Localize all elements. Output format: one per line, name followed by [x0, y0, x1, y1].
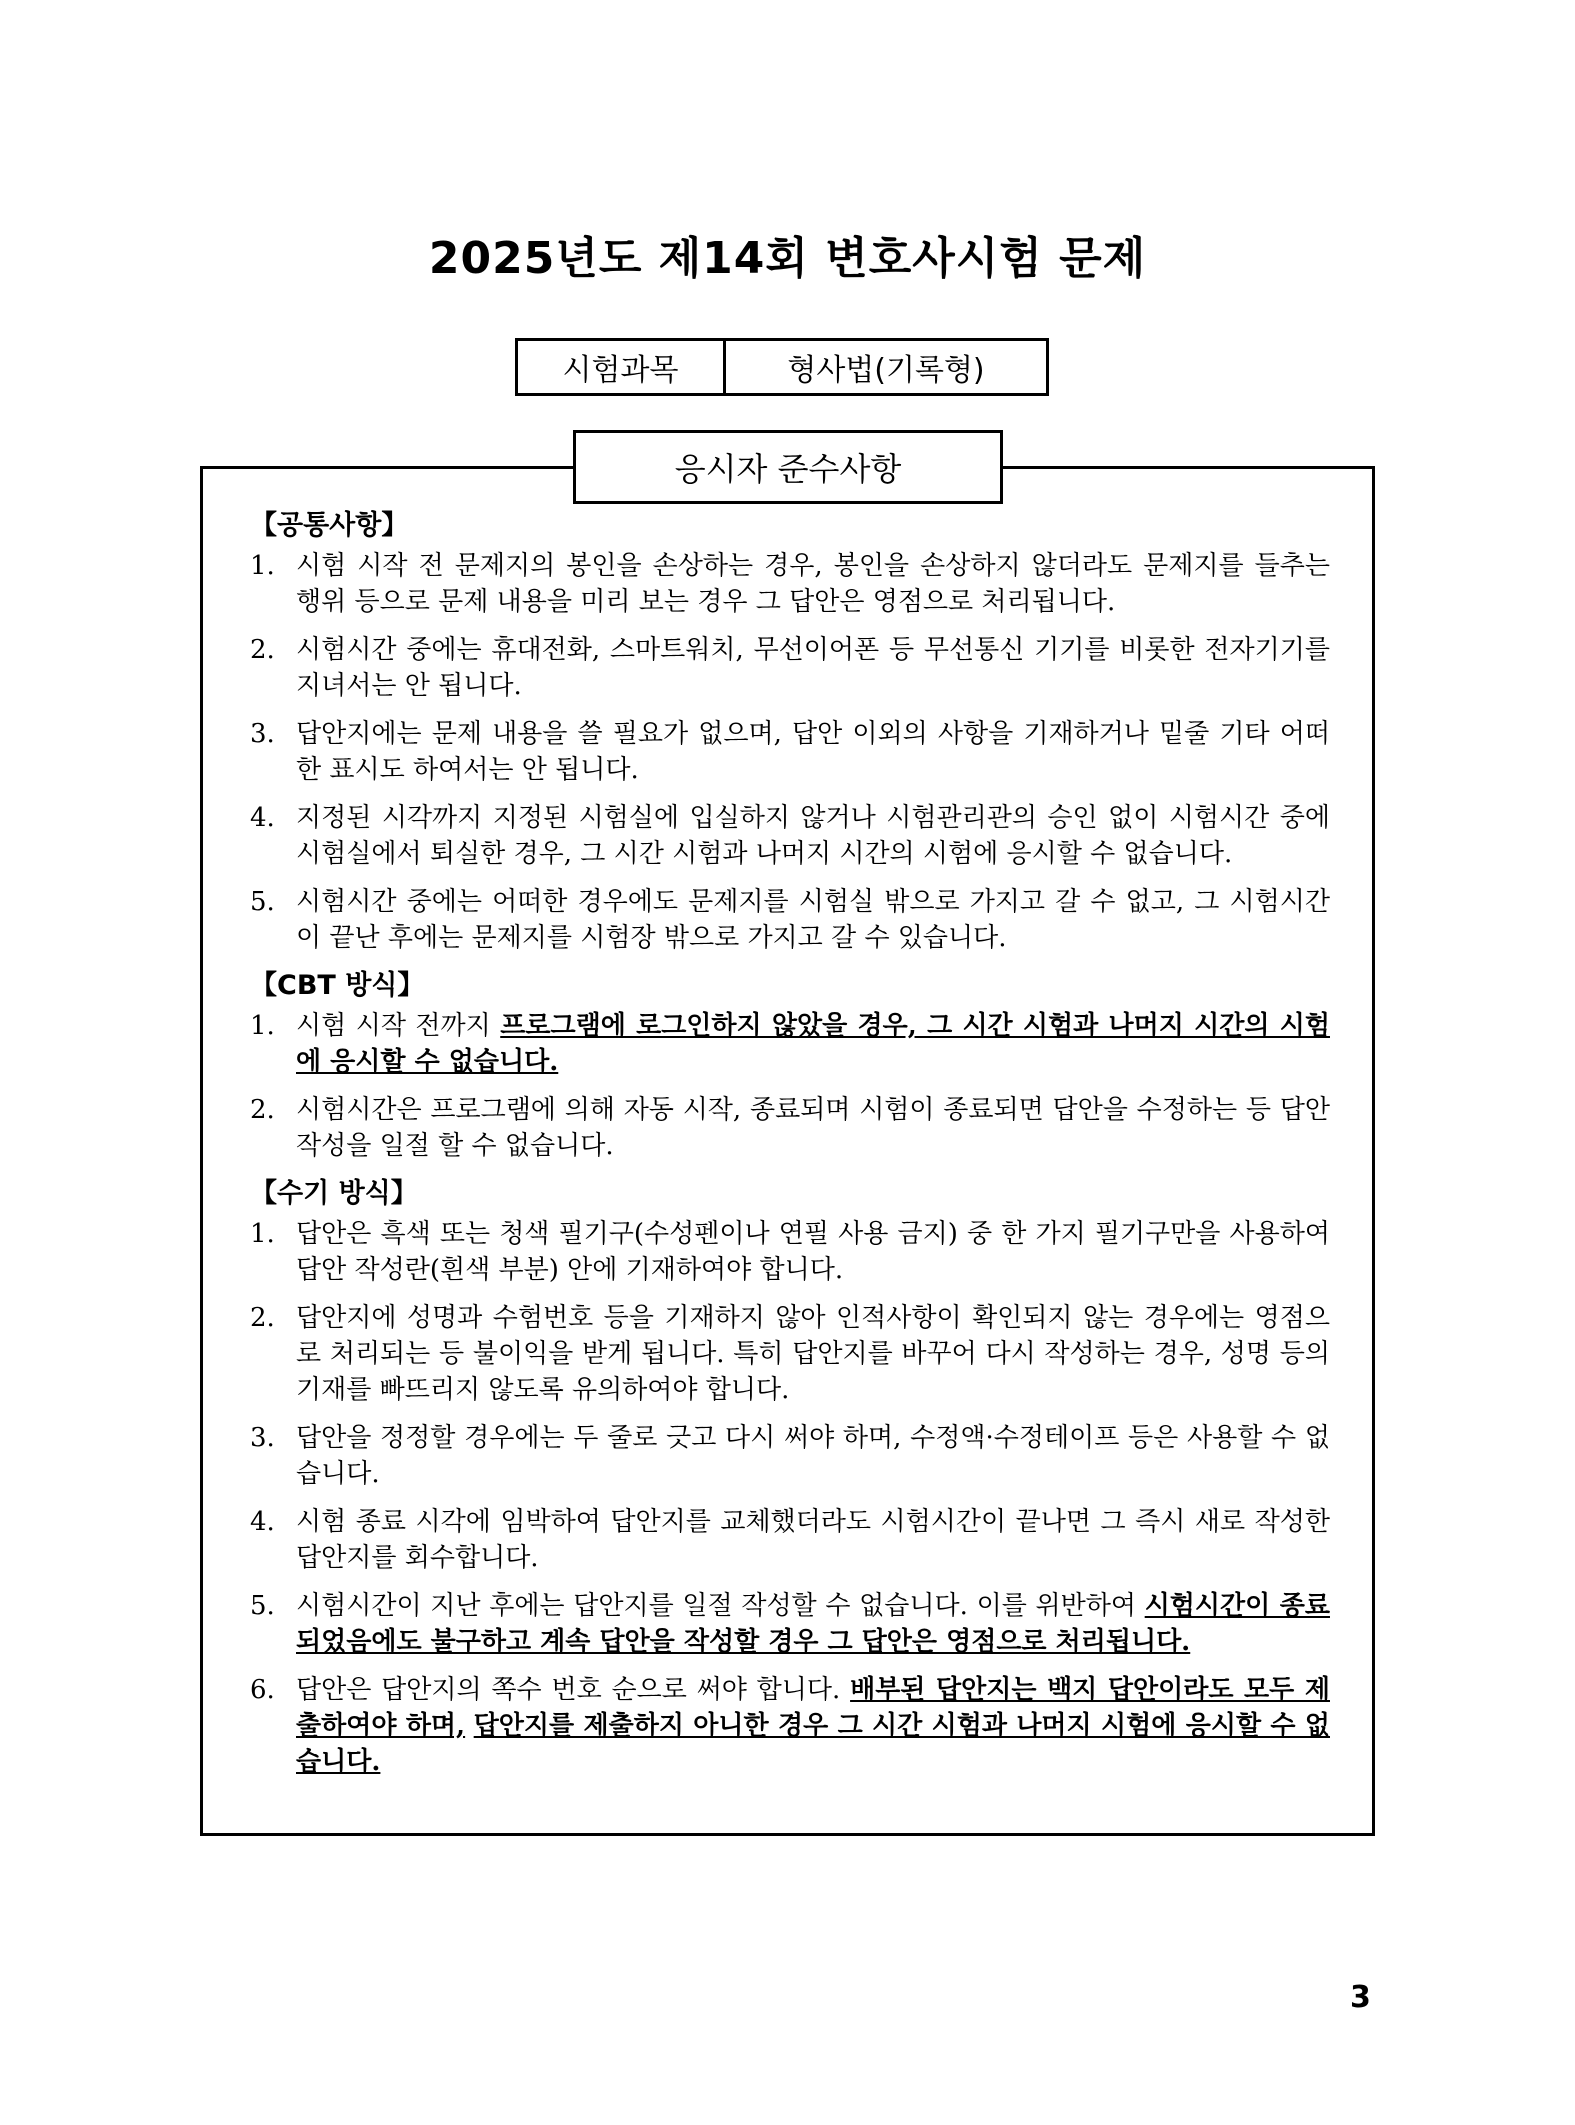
item-text: [296, 1588, 1330, 1660]
list-item: [250, 1092, 1330, 1164]
item-number: 2.: [250, 635, 275, 665]
list-item: [250, 1672, 1330, 1780]
list-item: [250, 1216, 1330, 1288]
page-title: 2025년도 제14회 변호사시험 문제: [428, 233, 1147, 284]
list-item: [250, 1588, 1330, 1660]
item-text: [296, 1008, 1330, 1080]
item-text-plain: 시험시간이 지난 후에는 답안지를 일절 작성할 수 없습니다. 이를 위반하여: [296, 1591, 1145, 1621]
item-text: 답안은 흑색 또는 청색 필기구(수성펜이나 연필 사용 금지) 중 한 가지 필기구만을 사용하여 답안 작성란(흰색 부분) 안에 기재하여야 합니다.: [296, 1219, 1330, 1285]
list-item: [250, 1300, 1330, 1408]
list-item: [250, 1008, 1330, 1080]
list-item: [250, 1504, 1330, 1576]
notice-content: [250, 500, 1330, 1792]
item-text: 시험시간 중에는 휴대전화, 스마트워치, 무선이어폰 등 무선통신 기기를 비롯한 전자기기를 지녀서는 안 됩니다.: [296, 635, 1330, 701]
item-number: 1.: [250, 1011, 275, 1041]
item-number: 6.: [250, 1675, 275, 1705]
item-text: 지정된 시각까지 지정된 시험실에 입실하지 않거나 시험관리관의 승인 없이 시험시간 중에 시험실에서 퇴실한 경우, 그 시간 시험과 나머지 시간의 시험에 응시할 수 없습니다.: [296, 803, 1330, 869]
item-number: 4.: [250, 803, 275, 833]
item-text-underlined: 시험시간이 종료되었음에도 불구하고 계속 답안을 작성할 경우 그 답안은 영점으로 처리됩니다.: [296, 1591, 1330, 1657]
item-number: 3.: [250, 719, 275, 749]
item-number: 3.: [250, 1423, 275, 1453]
page-number: 3: [1350, 1980, 1371, 2015]
notice-title: 응시자 준수사항: [573, 430, 1003, 504]
list-item: [250, 548, 1330, 620]
section-heading-manual: 【수기 방식】: [250, 1178, 418, 1209]
list-item: [250, 716, 1330, 788]
item-text: [296, 1672, 1330, 1780]
item-text: 답안지에는 문제 내용을 쓸 필요가 없으며, 답안 이외의 사항을 기재하거나 밑줄 기타 어떠한 표시도 하여서는 안 됩니다.: [296, 719, 1330, 785]
item-text-plain: 시험 시작 전까지: [296, 1011, 501, 1041]
item-number: 2.: [250, 1095, 275, 1125]
item-text-underlined: 프로그램에 로그인하지 않았을 경우, 그 시간 시험과 나머지 시간의 시험에 응시할 수 없습니다.: [296, 1011, 1330, 1077]
item-text: 답안지에 성명과 수험번호 등을 기재하지 않아 인적사항이 확인되지 않는 경우에는 영점으로 처리되는 등 불이익을 받게 됩니다. 특히 답안지를 바꾸어 다시 작성하는 경우, 성명 등의 기재를 빠뜨리지 않도록 유의하여야 합니다.: [296, 1303, 1330, 1405]
item-text: 시험시간 중에는 어떠한 경우에도 문제지를 시험실 밖으로 가지고 갈 수 없고, 그 시험시간이 끝난 후에는 문제지를 시험장 밖으로 가지고 갈 수 있습니다.: [296, 887, 1330, 953]
list-item: [250, 800, 1330, 872]
item-text-underlined: 답안지를 제출하지 아니한 경우 그 시간 시험과 나머지 시험에 응시할 수 없습니다.: [296, 1711, 1330, 1777]
item-number: 5.: [250, 1591, 275, 1621]
item-text: 시험시간은 프로그램에 의해 자동 시작, 종료되며 시험이 종료되면 답안을 수정하는 등 답안 작성을 일절 할 수 없습니다.: [296, 1095, 1330, 1161]
item-number: 1.: [250, 551, 275, 581]
list-item: [250, 1420, 1330, 1492]
list-item: [250, 884, 1330, 956]
item-text-plain: 답안은 답안지의 쪽수 번호 순으로 써야 합니다.: [296, 1675, 851, 1705]
item-text: 답안을 정정할 경우에는 두 줄로 긋고 다시 써야 하며, 수정액·수정테이프 등은 사용할 수 없습니다.: [296, 1423, 1330, 1489]
subject-value: 형사법(기록형): [787, 353, 985, 388]
item-number: 5.: [250, 887, 275, 917]
item-number: 4.: [250, 1507, 275, 1537]
subject-table: [515, 338, 1049, 396]
item-text-underlined: 배부된 답안지는 백지 답안이라도 모두 제출하여야 하며,: [296, 1675, 1330, 1741]
item-number: 1.: [250, 1219, 275, 1249]
list-item: [250, 632, 1330, 704]
section-heading-common: 【공통사항】: [250, 510, 409, 541]
item-text: 시험 종료 시각에 임박하여 답안지를 교체했더라도 시험시간이 끝나면 그 즉시 새로 작성한 답안지를 회수합니다.: [296, 1507, 1330, 1573]
item-text-plain: [465, 1711, 474, 1741]
item-number: 2.: [250, 1303, 275, 1333]
item-text: 시험 시작 전 문제지의 봉인을 손상하는 경우, 봉인을 손상하지 않더라도 문제지를 들추는 행위 등으로 문제 내용을 미리 보는 경우 그 답안은 영점으로 처리됩니다.: [296, 551, 1330, 617]
section-heading-cbt: 【CBT 방식】: [250, 970, 425, 1001]
subject-label: 시험과목: [518, 341, 726, 393]
